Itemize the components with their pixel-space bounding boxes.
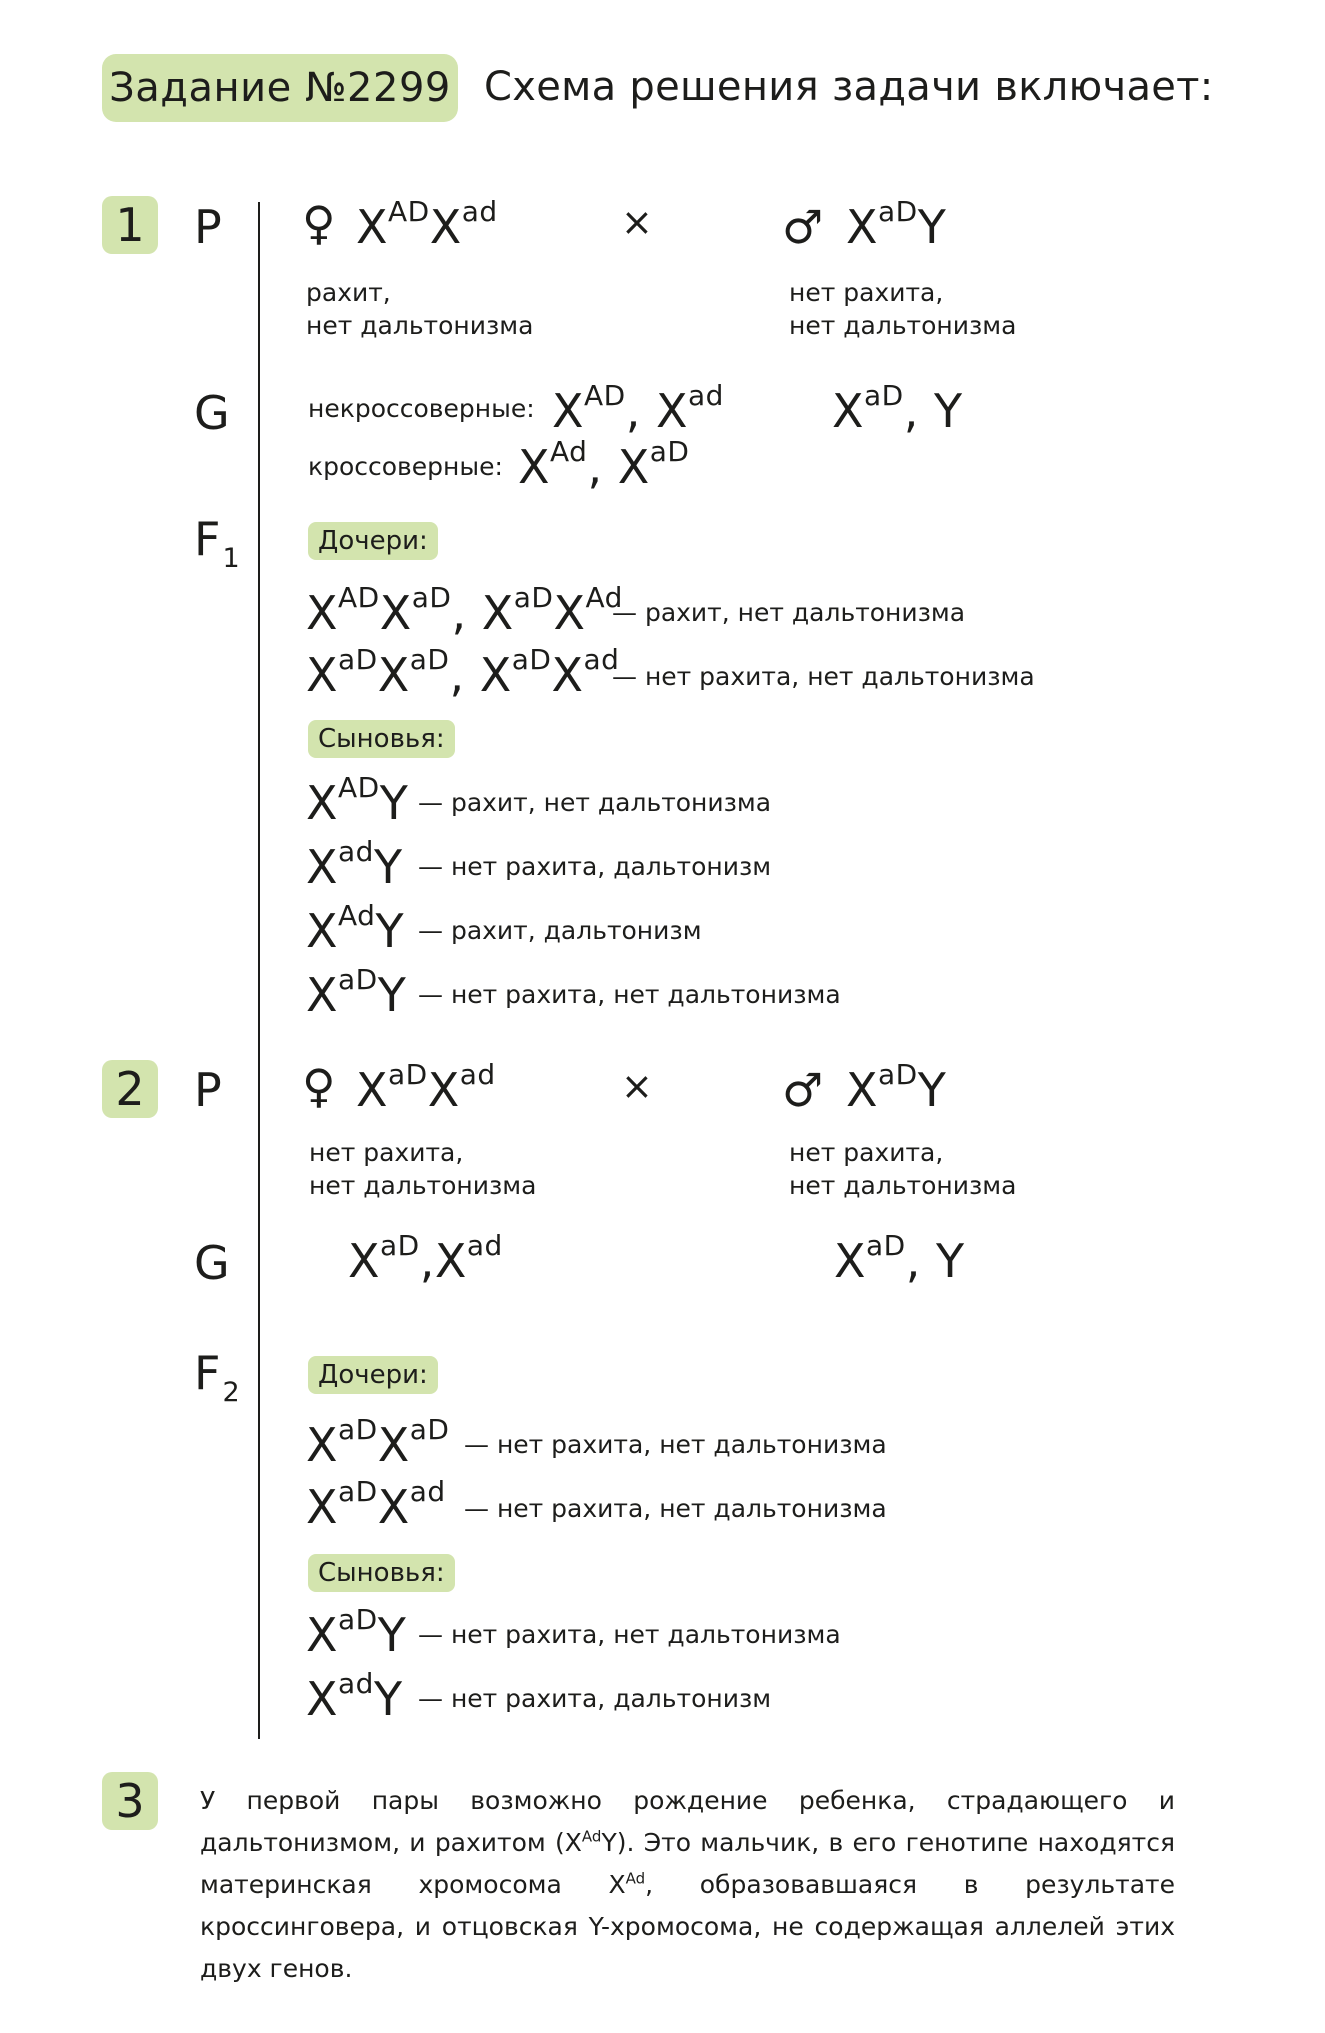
page-title: Схема решения задачи включает: [484, 64, 1214, 110]
step1-son-phenotype-4: — нет рахита, нет дальтонизма [418, 980, 841, 1009]
step-badge-1: 1 [102, 196, 158, 254]
step2-parents-label: P [194, 1063, 222, 1117]
step2-daughter-phenotype-1: — нет рахита, нет дальтонизма [464, 1430, 887, 1459]
step1-gametes-label: G [194, 386, 230, 440]
female-symbol: ♀ [302, 196, 336, 250]
noncrossover-gametes: $X^{AD}$, $X^{ad}$ [552, 378, 724, 438]
step1-female-genotype: $X^{AD}X^{ad}$ [356, 194, 498, 254]
step2-daughter-phenotype-2: — нет рахита, нет дальтонизма [464, 1494, 887, 1523]
step1-son-phenotype-1: — рахит, нет дальтонизма [418, 788, 772, 817]
step1-male-genotype: $X^{aD}Y$ [846, 194, 947, 254]
step2-daughters-tag: Дочери: [308, 1356, 438, 1394]
step1-son-genotype-2: $X^{ad}Y$ [306, 834, 403, 894]
male-symbol: ♂ [782, 1063, 824, 1117]
step2-female-gametes: $X^{aD},X^{ad}$ [348, 1228, 503, 1288]
task-number-badge [102, 54, 458, 122]
step2-son-genotype-1: $X^{aD}Y$ [306, 1602, 407, 1662]
step2-sons-tag: Сыновья: [308, 1554, 455, 1592]
step-badge-3: 3 [102, 1772, 158, 1830]
step1-daughter-genotypes-2: $X^{aD}X^{aD}$, $X^{aD}X^{ad}$ [306, 642, 620, 702]
step2-son-phenotype-2: — нет рахита, дальтонизм [418, 1684, 772, 1713]
step2-female-genotype: $X^{aD}X^{ad}$ [356, 1057, 496, 1117]
step1-parents-label: P [194, 200, 222, 254]
step2-son-phenotype-1: — нет рахита, нет дальтонизма [418, 1620, 841, 1649]
step1-daughter-phenotype-1: — рахит, нет дальтонизма [612, 598, 966, 627]
step2-daughter-genotype-2: $X^{aD}X^{ad}$ [306, 1474, 446, 1534]
task-number: Задание №2299 [109, 65, 451, 111]
step-badge-2: 2 [102, 1060, 158, 1118]
step1-daughters-tag: Дочери: [308, 522, 438, 560]
step1-son-phenotype-2: — нет рахита, дальтонизм [418, 852, 772, 881]
step2-gametes-label: G [194, 1236, 230, 1290]
step1-son-genotype-1: $X^{AD}Y$ [306, 770, 409, 830]
noncrossover-label: некроссоверные: [308, 394, 535, 423]
step2-son-genotype-2: $X^{ad}Y$ [306, 1666, 403, 1726]
conclusion-paragraph: У первой пары возможно рождение ребенка, страдающего и дальтонизмом, и рахитом $(X^{Ad}Y)$. Это мальчик, в его генотипе находятся материнская хромосома $X^{Ad}$, образовавшаяся в результате кроссинговера, и отцовская Y-хромосома, не содержащая аллелей этих двух генов. [200, 1786, 1175, 1983]
scheme-divider-line [258, 202, 260, 1739]
step2-offspring-label: $F_2$ [194, 1346, 240, 1408]
step2-male-phenotype: нет рахита, нет дальтонизма [789, 1138, 1017, 1200]
step2-daughter-genotype-1: $X^{aD}X^{aD}$ [306, 1412, 450, 1472]
step1-offspring-label: $F_1$ [194, 512, 240, 574]
crossover-gametes: $X^{Ad}$, $X^{aD}$ [518, 434, 690, 494]
step1-daughter-genotypes-1: $X^{AD}X^{aD}$, $X^{aD}X^{Ad}$ [306, 580, 623, 640]
step1-son-genotype-4: $X^{aD}Y$ [306, 962, 407, 1022]
step1-sons-tag: Сыновья: [308, 720, 455, 758]
female-symbol: ♀ [302, 1059, 336, 1113]
step2-male-gametes: $X^{aD}$, Y [834, 1228, 965, 1288]
crossover-label: кроссоверные: [308, 452, 503, 481]
step2-male-genotype: $X^{aD}Y$ [846, 1057, 947, 1117]
male-symbol: ♂ [782, 200, 824, 254]
step1-son-genotype-3: $X^{Ad}Y$ [306, 898, 405, 958]
step1-son-phenotype-3: — рахит, дальтонизм [418, 916, 702, 945]
step1-male-gametes: $X^{aD}$, Y [832, 378, 963, 438]
step1-female-phenotype: рахит, нет дальтонизма [306, 278, 534, 340]
step1-male-phenotype: нет рахита, нет дальтонизма [789, 278, 1017, 340]
cross-symbol: × [621, 1064, 653, 1108]
step2-female-phenotype: нет рахита, нет дальтонизма [309, 1138, 537, 1200]
step1-daughter-phenotype-2: — нет рахита, нет дальтонизма [612, 662, 1035, 691]
cross-symbol: × [621, 200, 653, 244]
